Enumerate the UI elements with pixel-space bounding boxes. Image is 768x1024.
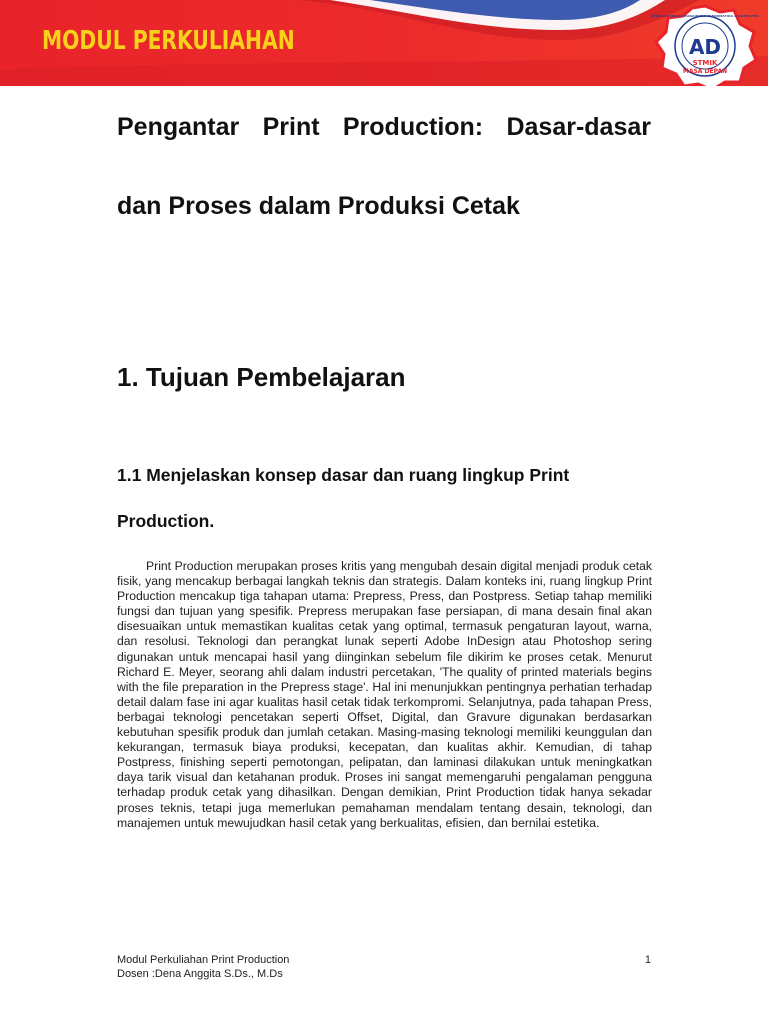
logo-ring-text: SEKOLAH TINGGI MANAJEMEN INFORMATIKA & KOMPUTER (651, 14, 759, 18)
header-banner (0, 0, 768, 86)
subsection-heading: 1.1 Menjelaskan konsep dasar dan ruang lingkup Print Production. (117, 465, 570, 531)
body-paragraph: Print Production merupakan proses kritis yang mengubah desain digital menjadi produk cetak fisik, yang mencakup berbagai langkah teknis dan strategis. Dalam konteks ini, ruang lingkup Print Production mencakup tiga tahapan utama: Prepress, Press, dan Postpress. Setiap tahap memiliki fungsi dan tujuan yang spesifik. Prepress merupakan fase persiapan, di mana desain final akan disesuaikan untuk memastikan kualitas cetak yang optimal, termasuk pengaturan layout, warna, dan resolusi. Teknologi dan perangkat lunak seperti Adobe InDesign atau Photoshop sering digunakan untuk mencapai hasil yang diinginkan sebelum file dikirim ke proses cetak. Menurut Richard E. Meyer, seorang ahli dalam industri percetakan, 'The quality of printed materials begins with the file preparation in the Prepress stage'. Hal ini menunjukkan pentingnya perhatian terhadap detail dalam fase ini agar kualitas hasil cetak tidak terkompromi. Selanjutnya, pada tahapan Press, berbagai teknologi pencetakan seperti Offset, Digital, dan Gravure digunakan berdasarkan kebutuhan spesifik produk dan jumlah cetakan. Masing-masing teknologi memiliki keunggulan dan kekurangan, termasuk biaya produksi, kecepatan, dan kualitas akhir. Kemudian, di tahap Postpress, finishing seperti pemotongan, pelipatan, dan laminasi dilakukan untuk meningkatkan daya tarik visual dan ketahanan produk. Proses ini sangat memengaruhi pengalaman pengguna terhadap produk cetak yang dihasilkan. Dengan demikian, Print Production tidak hanya sekadar proses teknis, tetapi juga memerlukan pemahaman mendalam tentang desain, teknologi, dan manajemen untuk mewujudkan hasil cetak yang berkualitas, efisien, dan bernilai estetika. (117, 559, 652, 830)
logo-name: STMIK (692, 59, 718, 67)
document-title: Pengantar Print Production: Dasar-dasar dan Proses dalam Produksi Cetak (117, 113, 651, 220)
institution-logo (650, 4, 760, 86)
footer-lecturer: Dosen :Dena Anggita S.Ds., M.Ds (117, 968, 283, 980)
page-number: 1 (644, 954, 651, 966)
footer-course-title: Modul Perkuliahan Print Production (117, 954, 290, 966)
banner-title: MODUL PERKULIAHAN (42, 26, 295, 56)
logo-tagline: MASA DEPAN (682, 68, 728, 75)
svg-text:AD: AD (688, 35, 722, 59)
page-footer (117, 953, 651, 981)
section-heading: 1. Tujuan Pembelajaran (117, 362, 406, 392)
